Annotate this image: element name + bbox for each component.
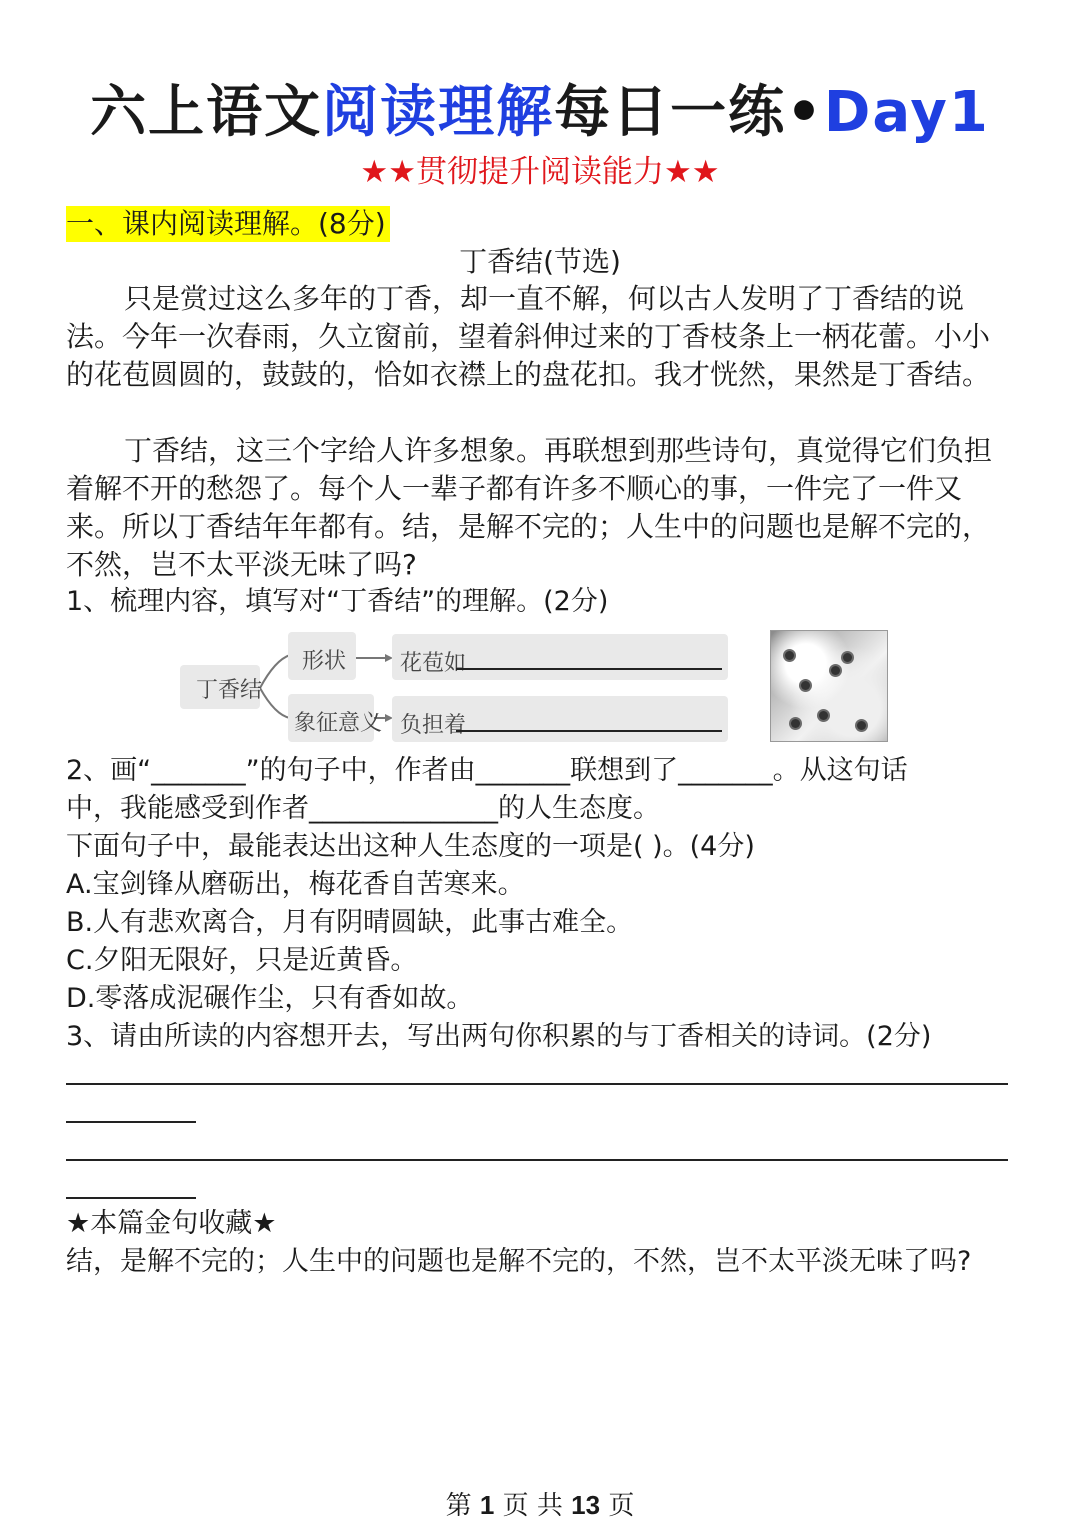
question-1: 1、梳理内容，填写对“丁香结”的理解。(2分) [66, 586, 609, 617]
question-2-line-2: 中，我能感受到作者______________的人生态度。 [66, 793, 660, 824]
quote-heading: ★本篇金句收藏★ [66, 1208, 277, 1239]
lilac-photo [770, 630, 888, 742]
title-part-1: 六上语文 [90, 80, 323, 145]
lilac-bud-icon [801, 681, 810, 690]
lilac-bud-icon [857, 721, 866, 730]
diagram-branch-2: 象征意义 [294, 711, 383, 736]
title-part-4: Day1 [823, 80, 990, 145]
page-number [0, 1488, 1080, 1523]
option-c[interactable]: C.夕阳无限好，只是近黄昏。 [66, 945, 418, 976]
option-b[interactable]: B.人有悲欢离合，月有阴晴圆缺，此事古难全。 [66, 907, 634, 938]
lilac-bud-icon [785, 651, 794, 660]
answer-line-1-end[interactable] [66, 1121, 196, 1123]
diagram-answer-2-line[interactable] [456, 730, 722, 732]
passage-title: 丁香结(节选) [459, 245, 621, 278]
diagram-answer-1-prefix: 花苞如 [400, 651, 467, 676]
title-dot: • [786, 80, 824, 145]
question-2-line-3: 下面句子中，最能表达出这种人生态度的一项是( )。(4分) [66, 831, 755, 862]
page-title [0, 78, 1080, 148]
section-heading: 一、课内阅读理解。(8分) [66, 206, 390, 242]
question-3: 3、请由所读的内容想开去，写出两句你积累的与丁香相关的诗词。(2分) [66, 1021, 932, 1052]
title-part-2: 阅读理解 [322, 80, 555, 145]
passage-paragraph-2: 丁香结，这三个字给人许多想象。再联想到那些诗句，真觉得它们负担着解不开的愁怨了。每个人一辈子都有许多不顺心的事，一件完了一件又来。所以丁香结年年都有。结，是解不完的；人生中的问题也是解不完的，不然，岂不太平淡无味了吗? [66, 434, 993, 581]
quote-text: 结，是解不完的；人生中的问题也是解不完的，不然，岂不太平淡无味了吗? [66, 1246, 972, 1277]
lilac-bud-icon [791, 719, 800, 728]
footer-total: 13 [571, 1490, 601, 1520]
option-d[interactable]: D.零落成泥碾作尘，只有香如故。 [66, 983, 474, 1014]
footer-page: 1 [479, 1490, 495, 1520]
diagram-root: 丁香结 [196, 678, 263, 703]
passage-paragraph-1: 只是赏过这么多年的丁香，却一直不解，何以古人发明了丁香结的说法。今年一次春雨，久立窗前，望着斜伸过来的丁香枝条上一柄花蕾。小小的花苞圆圆的，鼓鼓的，恰如衣襟上的盘花扣。我才恍然，果然是丁香结。 [66, 282, 991, 391]
footer-middle: 页 共 [502, 1491, 563, 1521]
lilac-bud-icon [843, 653, 852, 662]
title-part-3: 每日一练 [554, 80, 787, 145]
answer-line-1[interactable] [66, 1083, 1008, 1085]
footer-suffix: 页 [608, 1491, 635, 1521]
diagram-answer-2-prefix: 负担着 [400, 713, 467, 738]
answer-line-2[interactable] [66, 1159, 1008, 1161]
lilac-bud-icon [831, 666, 840, 675]
diagram-answer-1-line[interactable] [456, 668, 722, 670]
question-2-line-1: 2、画“_______”的句子中，作者由_______联想到了_______。从这句话 [66, 755, 908, 786]
diagram-branch-1: 形状 [302, 649, 347, 674]
lilac-bud-icon [819, 711, 828, 720]
footer-prefix: 第 [445, 1491, 472, 1521]
answer-line-2-end[interactable] [66, 1197, 196, 1199]
page-subtitle: ★★贯彻提升阅读能力★★ [360, 154, 720, 190]
option-a[interactable]: A.宝剑锋从磨砺出，梅花香自苦寒来。 [66, 869, 525, 900]
